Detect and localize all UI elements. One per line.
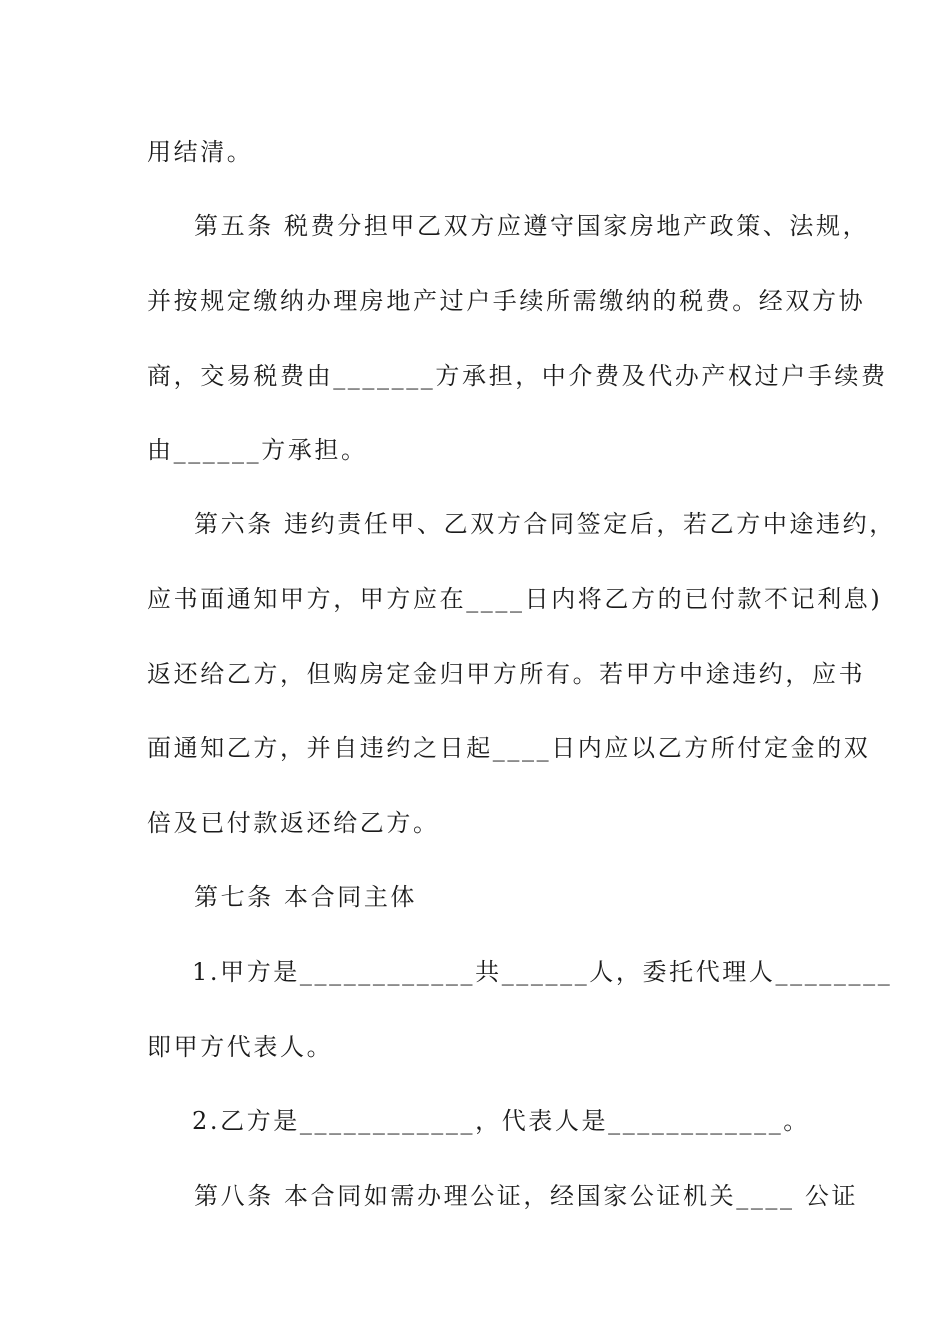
- paragraph-line: 面通知乙方，并自违约之日起____日内应以乙方所付定金的双: [147, 734, 871, 762]
- article-7-heading-line: 第七条 本合同主体: [194, 883, 418, 911]
- article-8-heading-line: 第八条 本合同如需办理公证，经国家公证机关____ 公证: [194, 1182, 859, 1210]
- paragraph-line: 由______方承担。: [147, 436, 368, 464]
- paragraph-line: 并按规定缴纳办理房地产过户手续所需缴纳的税费。经双方协: [147, 287, 866, 315]
- paragraph-line: 商，交易税费由_______方承担，中介费及代办产权过户手续费: [147, 362, 888, 390]
- party-b-line: 2.乙方是____________，代表人是____________。: [192, 1107, 810, 1135]
- article-5-heading-line: 第五条 税费分担甲乙双方应遵守国家房地产政策、法规，: [194, 212, 870, 240]
- article-6-heading-line: 第六条 违约责任甲、乙双方合同签定后，若乙方中途违约，: [194, 510, 896, 538]
- paragraph-line: 应书面通知甲方，甲方应在____日内将乙方的已付款不记利息): [147, 585, 883, 613]
- paragraph-line: 返还给乙方，但购房定金归甲方所有。若甲方中途违约，应书: [147, 660, 866, 688]
- paragraph-line: 即甲方代表人。: [147, 1033, 334, 1061]
- paragraph-line: 用结清。: [147, 138, 254, 166]
- party-a-line: 1.甲方是____________共______人，委托代理人________: [192, 958, 893, 986]
- paragraph-line: 倍及已付款返还给乙方。: [147, 809, 440, 837]
